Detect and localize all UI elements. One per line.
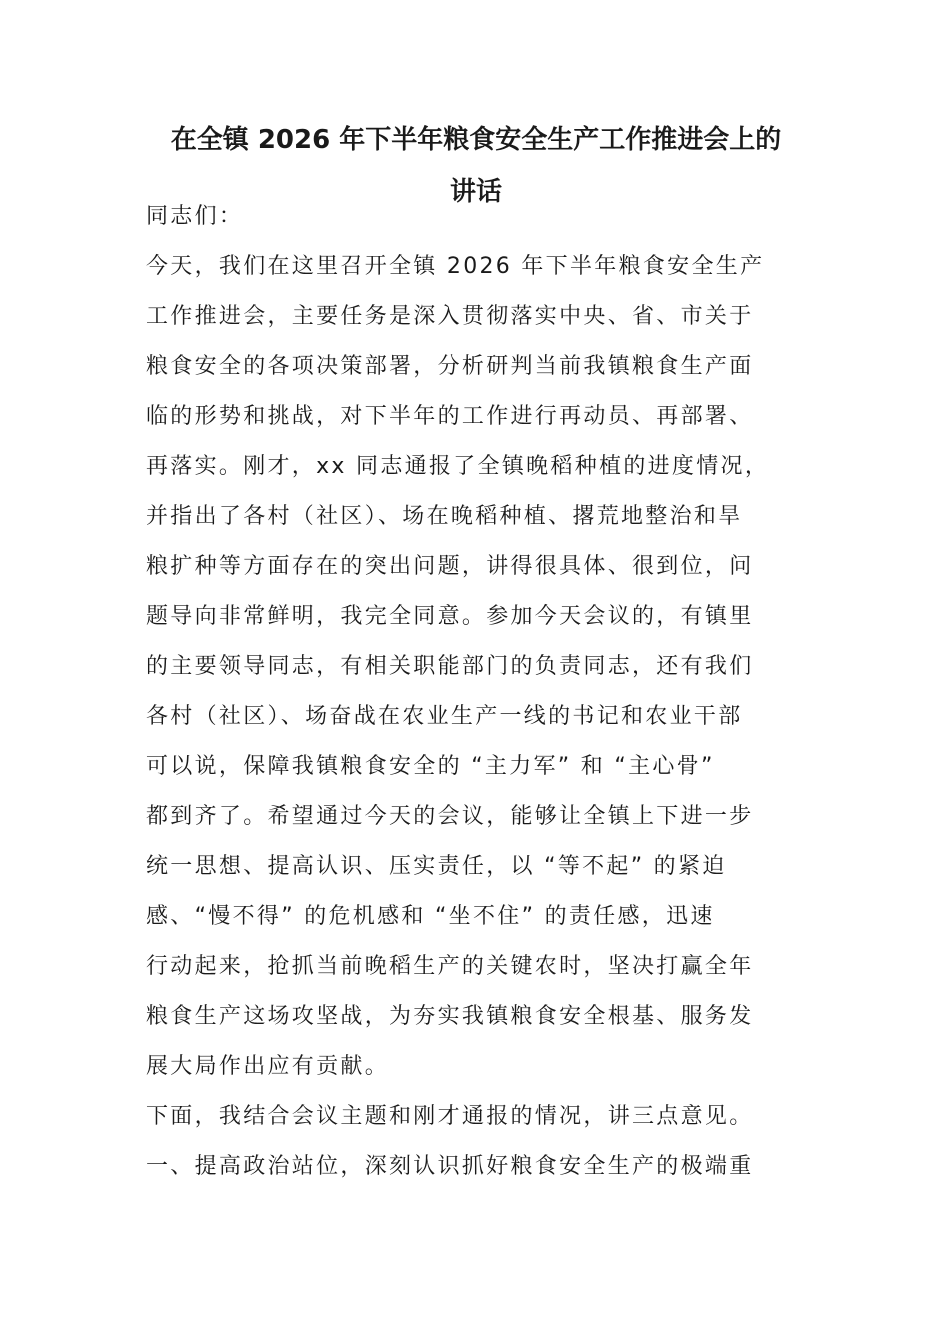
body-line: 再落实。刚才，xx 同志通报了全镇晚稻种植的进度情况， (146, 454, 770, 479)
body-line: 都到齐了。希望通过今天的会议，能够让全镇上下进一步 (146, 804, 754, 829)
body-line: 题导向非常鲜明，我完全同意。参加今天会议的，有镇里 (146, 604, 754, 629)
body-line: 粮食安全的各项决策部署，分析研判当前我镇粮食生产面 (146, 354, 754, 379)
body-line: 各村（社区）、场奋战在农业生产一线的书记和农业干部 (146, 704, 743, 729)
body-line: 工作推进会，主要任务是深入贯彻落实中央、省、市关于 (146, 304, 754, 329)
document-title-line-1: 在全镇 2026 年下半年粮食安全生产工作推进会上的 (170, 125, 782, 155)
body-line: 统一思想、提高认识、压实责任，以 “等不起” 的紧迫 (146, 854, 727, 879)
body-line: 可以说，保障我镇粮食安全的 “主力军” 和 “主心骨” (146, 754, 715, 779)
document-title-line-2: 讲话 (449, 177, 502, 207)
body-line: 行动起来，抢抓当前晚稻生产的关键农时，坚决打赢全年 (146, 954, 754, 979)
body-line: 并指出了各村（社区）、场在晚稻种植、撂荒地整治和旱 (146, 504, 743, 529)
body-line: 临的形势和挑战，对下半年的工作进行再动员、再部署、 (146, 404, 754, 429)
body-line: 展大局作出应有贡献。 (146, 1054, 390, 1079)
body-line: 下面，我结合会议主题和刚才通报的情况，讲三点意见。 (146, 1104, 754, 1129)
body-line: 粮食生产这场攻坚战，为夯实我镇粮食安全根基、服务发 (146, 1004, 754, 1029)
salutation-line: 同志们： (146, 204, 244, 229)
body-line: 今天，我们在这里召开全镇 2026 年下半年粮食安全生产 (146, 254, 765, 279)
document-body (146, 192, 818, 1192)
body-line: 粮扩种等方面存在的突出问题，讲得很具体、很到位，问 (146, 554, 754, 579)
body-line: 感、“慢不得” 的危机感和 “坐不住” 的责任感，迅速 (146, 904, 715, 929)
section-heading-line: 一、提高政治站位，深刻认识抓好粮食安全生产的极端重 (146, 1154, 754, 1179)
body-line: 的主要领导同志，有相关职能部门的负责同志，还有我们 (146, 654, 754, 679)
